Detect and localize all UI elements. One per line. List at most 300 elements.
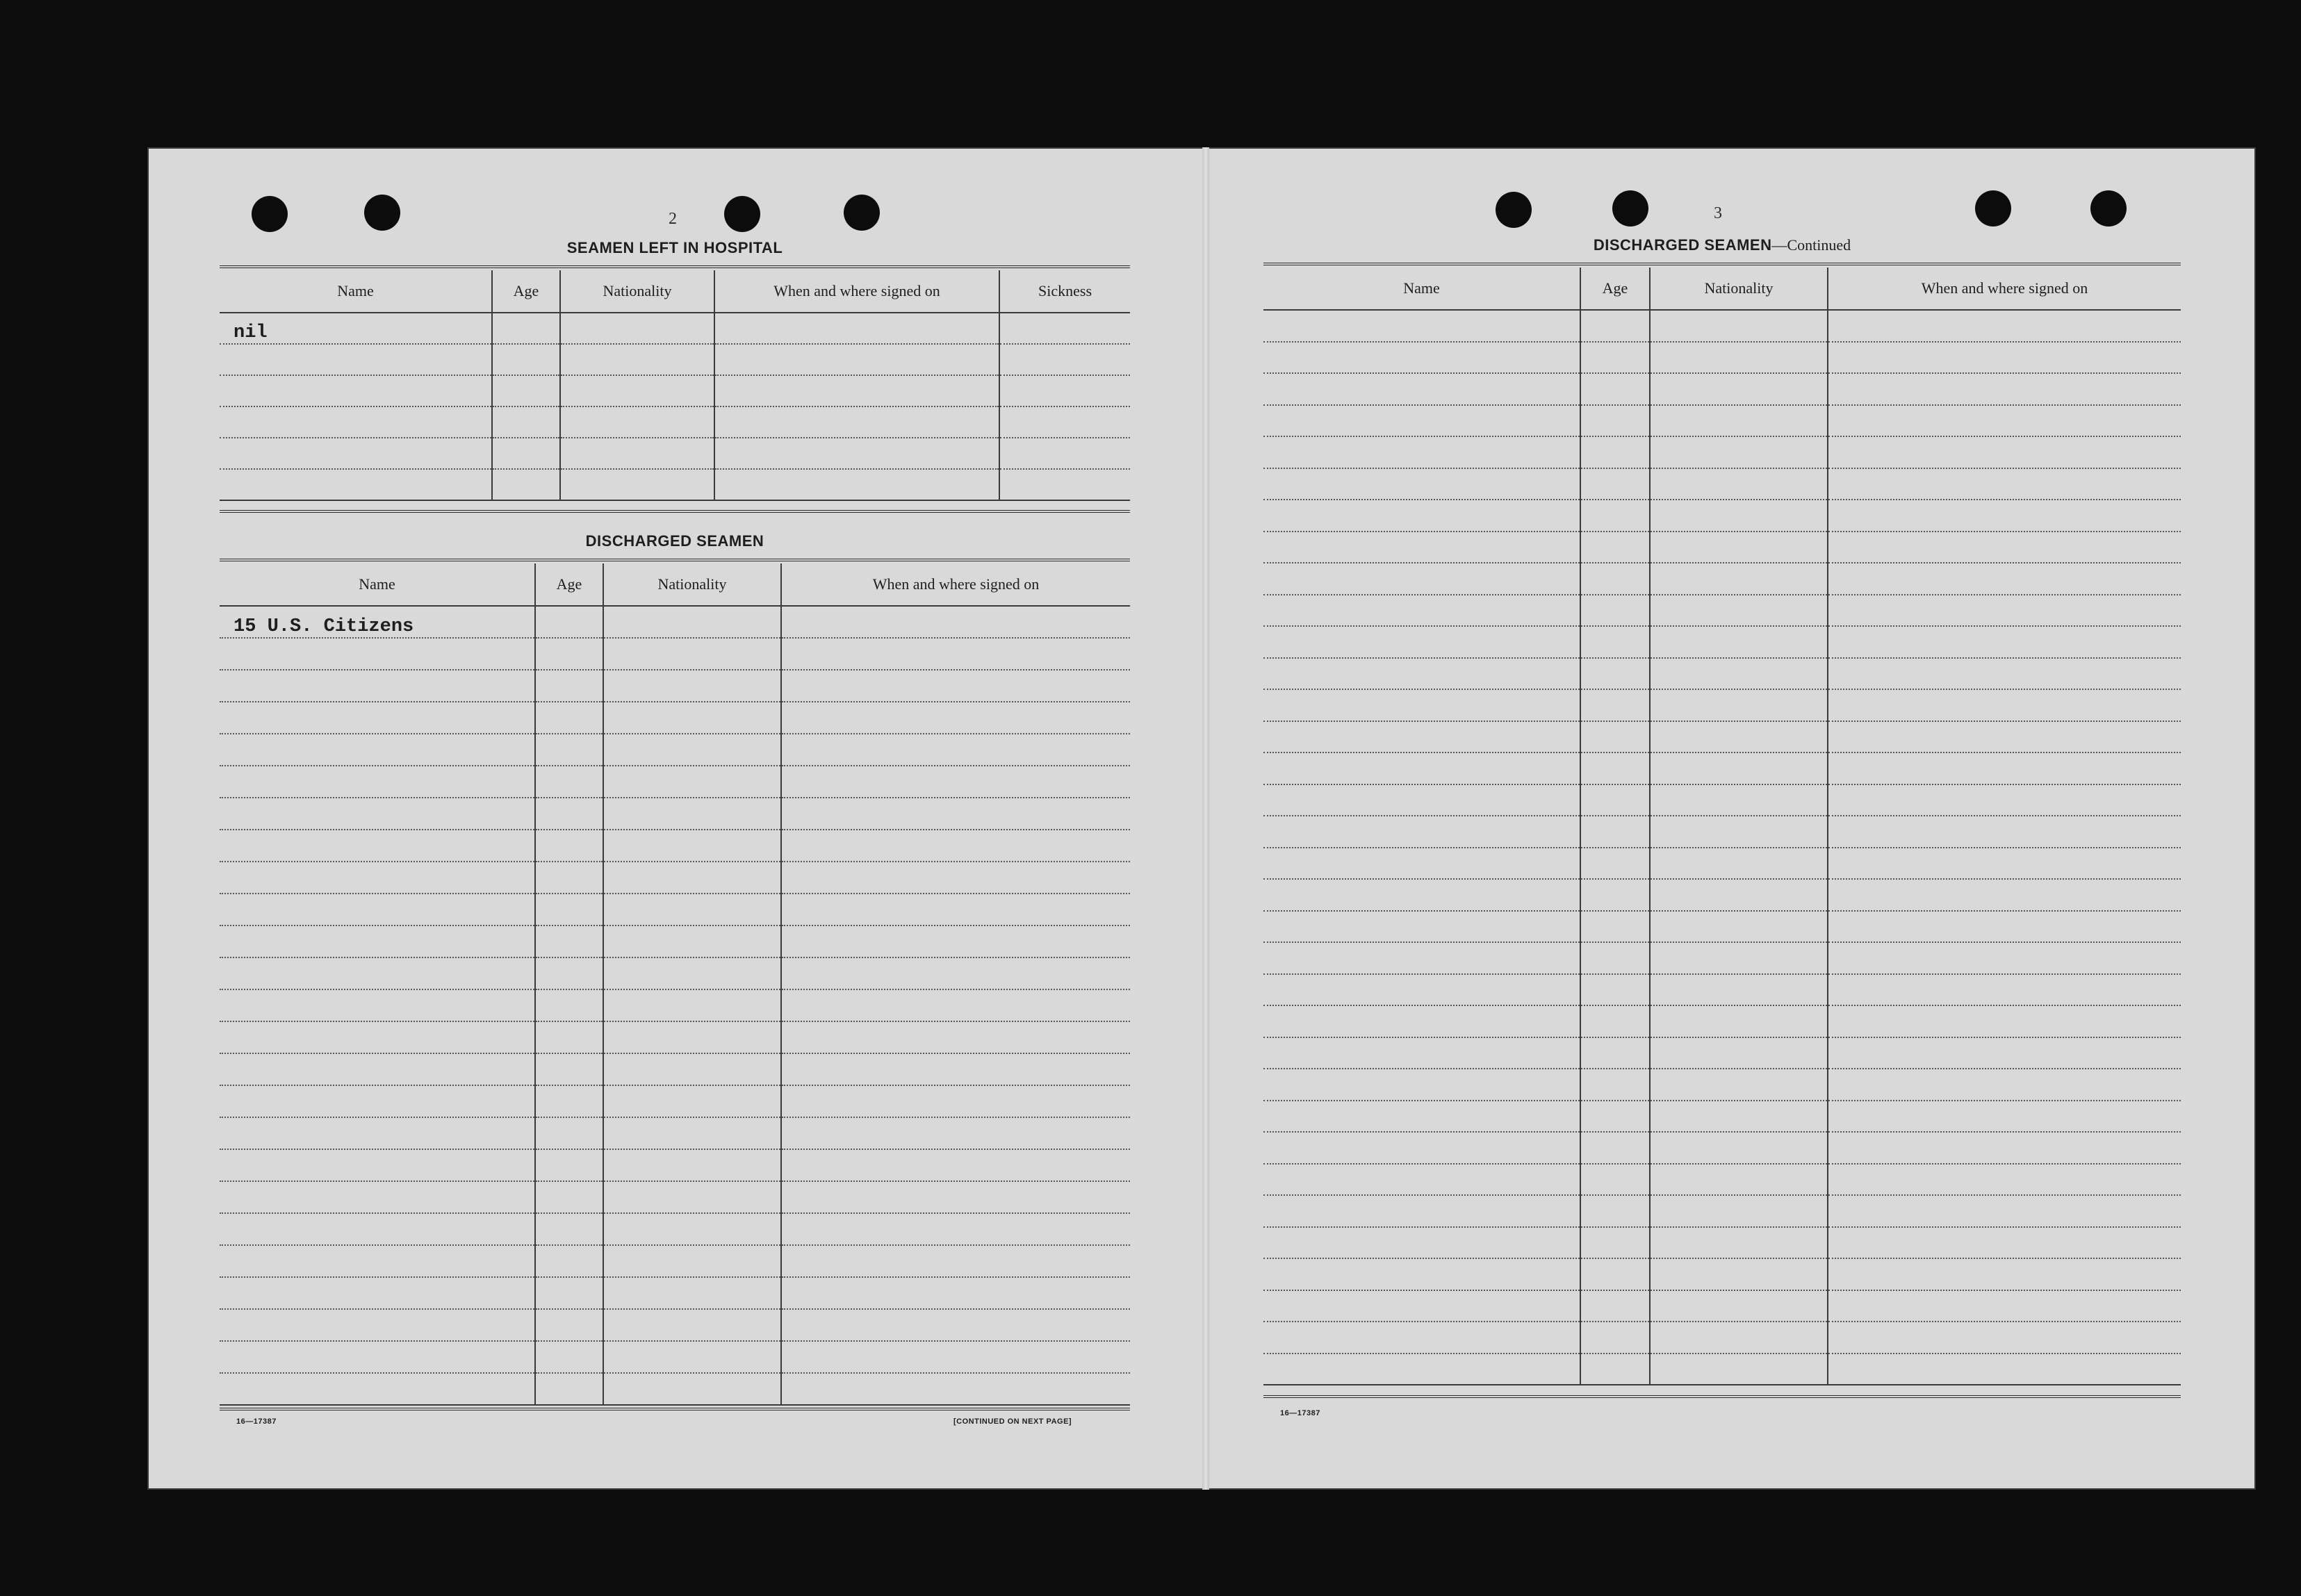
table-cell: [781, 1277, 1130, 1309]
table-row: [220, 638, 1130, 670]
punch-hole: [1612, 190, 1648, 227]
table-cell: [1828, 595, 2181, 627]
table-cell: [1828, 405, 2181, 437]
table-cell: [220, 1085, 535, 1117]
continued-table: [1263, 268, 2181, 1385]
table-cell: [220, 344, 492, 375]
table-row: [1263, 405, 2181, 437]
table-row: [220, 1373, 1130, 1405]
table-cell: [535, 1373, 603, 1405]
table-row: [1263, 942, 2181, 974]
table-cell: [1650, 816, 1828, 848]
discharged-bottom-rule: [220, 1408, 1130, 1410]
table-cell: [781, 1053, 1130, 1085]
table-cell: [1263, 1037, 1580, 1069]
table-cell: [603, 1117, 781, 1149]
table-cell: [220, 862, 535, 894]
table-cell: [603, 702, 781, 734]
table-cell: [1650, 500, 1828, 532]
table-row: [220, 1309, 1130, 1341]
table-row: [220, 830, 1130, 862]
right-page-number: 3: [1714, 204, 1722, 222]
table-cell: [781, 1085, 1130, 1117]
table-cell: [535, 830, 603, 862]
table-cell: [1263, 468, 1580, 500]
table-cell: [1828, 500, 2181, 532]
table-cell: [560, 313, 714, 344]
table-row: [220, 925, 1130, 957]
table-cell: [535, 925, 603, 957]
table-cell: [1580, 1069, 1650, 1101]
table-row: [220, 606, 1130, 638]
column-header: Name: [1263, 268, 1580, 310]
table-cell: [220, 638, 535, 670]
table-cell: [1828, 658, 2181, 690]
table-cell: [220, 734, 535, 766]
table-cell: [603, 1053, 781, 1085]
table-cell: [1580, 405, 1650, 437]
table-cell: [535, 862, 603, 894]
table-cell: [1580, 658, 1650, 690]
table-row: [1263, 500, 2181, 532]
table-cell: [1650, 436, 1828, 468]
table-cell: [1580, 626, 1650, 658]
discharged-body: [220, 606, 1130, 1405]
table-cell: [1828, 689, 2181, 721]
hospital-bottom-rule: [220, 510, 1130, 513]
table-cell: [220, 894, 535, 925]
table-cell: [1263, 405, 1580, 437]
continued-title: [1263, 236, 2181, 254]
table-cell: [560, 406, 714, 438]
column-header: Nationality: [1650, 268, 1828, 310]
table-cell: [1263, 1354, 1580, 1385]
table-cell: [999, 313, 1130, 344]
table-cell: [1650, 1164, 1828, 1196]
table-cell: [1828, 1101, 2181, 1133]
table-cell: [714, 438, 999, 469]
table-cell: [781, 606, 1130, 638]
table-cell: [781, 925, 1130, 957]
table-row: [1263, 1227, 2181, 1259]
table-cell: [1828, 1227, 2181, 1259]
table-row: [1263, 1290, 2181, 1322]
table-cell: [560, 438, 714, 469]
table-cell: [1580, 911, 1650, 943]
table-cell: [1580, 563, 1650, 595]
table-cell: [220, 1053, 535, 1085]
table-cell: [1828, 436, 2181, 468]
table-cell: [781, 1309, 1130, 1341]
table-cell: [220, 1277, 535, 1309]
table-row: [220, 1277, 1130, 1309]
column-header: When and where signed on: [1828, 268, 2181, 310]
table-cell: [1650, 1037, 1828, 1069]
table-cell: [1650, 1005, 1828, 1037]
table-cell: [1580, 942, 1650, 974]
table-cell: [603, 1021, 781, 1053]
table-cell: [1650, 689, 1828, 721]
table-cell: [999, 406, 1130, 438]
table-cell: [1580, 373, 1650, 405]
table-row: [220, 702, 1130, 734]
table-cell: [781, 894, 1130, 925]
table-cell: [1828, 1258, 2181, 1290]
table-cell: [781, 1245, 1130, 1277]
table-cell: [1263, 816, 1580, 848]
table-cell: [1580, 1354, 1650, 1385]
table-cell: [220, 957, 535, 989]
table-cell: [1650, 342, 1828, 374]
table-cell: [1650, 626, 1828, 658]
table-row: [1263, 752, 2181, 784]
table-row: [1263, 1322, 2181, 1354]
table-cell: [220, 1245, 535, 1277]
table-cell: [1263, 1258, 1580, 1290]
table-cell: [603, 1181, 781, 1213]
table-cell: [603, 1277, 781, 1309]
table-cell: [220, 1149, 535, 1181]
table-row: [1263, 848, 2181, 880]
hospital-top-rule: [220, 265, 1130, 268]
table-cell: 15 U.S. Citizens: [220, 606, 535, 638]
table-cell: [1650, 405, 1828, 437]
table-cell: [535, 766, 603, 798]
table-cell: [1580, 879, 1650, 911]
table-cell: [560, 375, 714, 406]
table-cell: [1650, 1195, 1828, 1227]
table-cell: [1580, 721, 1650, 753]
table-row: [220, 469, 1130, 500]
table-cell: [1263, 752, 1580, 784]
table-row: [1263, 658, 2181, 690]
table-cell: [1650, 1322, 1828, 1354]
table-cell: [220, 989, 535, 1021]
table-cell: [1828, 532, 2181, 563]
table-row: [1263, 532, 2181, 563]
table-cell: [1263, 848, 1580, 880]
table-row: [220, 1213, 1130, 1245]
table-cell: [1650, 911, 1828, 943]
table-row: [1263, 1354, 2181, 1385]
table-cell: [1828, 626, 2181, 658]
table-cell: [535, 638, 603, 670]
column-header: Age: [535, 563, 603, 606]
table-cell: [1828, 373, 2181, 405]
table-cell: [1263, 310, 1580, 342]
table-cell: [1263, 595, 1580, 627]
table-cell: [1580, 1164, 1650, 1196]
table-cell: [1828, 721, 2181, 753]
table-row: [1263, 1195, 2181, 1227]
table-cell: [1650, 468, 1828, 500]
table-cell: [603, 1149, 781, 1181]
table-cell: [1650, 1227, 1828, 1259]
manifest-sheet: [147, 147, 2256, 1490]
table-cell: [1580, 1322, 1650, 1354]
table-cell: [220, 1373, 535, 1405]
table-cell: [999, 375, 1130, 406]
table-row: [220, 1117, 1130, 1149]
table-cell: [492, 406, 560, 438]
table-row: [220, 344, 1130, 375]
table-cell: [781, 638, 1130, 670]
punch-hole: [844, 195, 880, 231]
left-form-number: 16—17387: [236, 1417, 277, 1426]
table-row: [1263, 1258, 2181, 1290]
table-cell: [1828, 879, 2181, 911]
table-row: [1263, 879, 2181, 911]
table-cell: [1580, 1290, 1650, 1322]
table-cell: [535, 702, 603, 734]
table-row: [1263, 1101, 2181, 1133]
table-cell: [1828, 1005, 2181, 1037]
table-cell: [1828, 1164, 2181, 1196]
table-cell: [1580, 848, 1650, 880]
table-cell: [603, 830, 781, 862]
continued-top-rule: [1263, 263, 2181, 265]
discharged-top-rule: [220, 559, 1130, 561]
column-header: Sickness: [999, 270, 1130, 313]
discharged-table: [220, 563, 1130, 1406]
table-cell: [220, 406, 492, 438]
table-cell: [1650, 721, 1828, 753]
table-cell: [603, 862, 781, 894]
table-cell: [1828, 468, 2181, 500]
table-cell: [1263, 532, 1580, 563]
table-cell: [535, 1053, 603, 1085]
table-row: [1263, 342, 2181, 374]
column-header: Age: [492, 270, 560, 313]
table-cell: [1828, 911, 2181, 943]
table-cell: [1650, 1132, 1828, 1164]
table-cell: [1650, 942, 1828, 974]
table-cell: [1828, 848, 2181, 880]
column-header: Nationality: [560, 270, 714, 313]
table-cell: [603, 894, 781, 925]
table-cell: [535, 798, 603, 830]
table-row: [220, 989, 1130, 1021]
table-cell: [1580, 1101, 1650, 1133]
table-cell: [1263, 436, 1580, 468]
table-cell: [492, 344, 560, 375]
table-cell: [603, 766, 781, 798]
table-cell: [560, 469, 714, 500]
table-cell: [1650, 879, 1828, 911]
table-cell: [535, 989, 603, 1021]
table-cell: [1580, 1037, 1650, 1069]
table-cell: [781, 1149, 1130, 1181]
table-cell: [1263, 342, 1580, 374]
table-cell: [1828, 1354, 2181, 1385]
table-cell: [603, 734, 781, 766]
table-cell: [1580, 532, 1650, 563]
table-cell: [603, 1085, 781, 1117]
table-cell: [714, 469, 999, 500]
table-cell: [1580, 1132, 1650, 1164]
table-cell: [492, 438, 560, 469]
punch-hole: [724, 196, 760, 232]
table-cell: [535, 606, 603, 638]
table-cell: [1263, 373, 1580, 405]
discharged-header-row: [220, 563, 1130, 606]
table-cell: [1263, 784, 1580, 816]
table-cell: [603, 1309, 781, 1341]
table-cell: [1263, 974, 1580, 1006]
hospital-body: [220, 313, 1130, 500]
table-cell: [535, 1213, 603, 1245]
table-cell: [1828, 1069, 2181, 1101]
table-cell: [1828, 310, 2181, 342]
table-cell: [781, 830, 1130, 862]
table-row: [1263, 1164, 2181, 1196]
hospital-table: [220, 270, 1130, 501]
table-cell: [781, 862, 1130, 894]
table-cell: [1263, 1290, 1580, 1322]
table-cell: [1263, 879, 1580, 911]
table-row: [1263, 1132, 2181, 1164]
table-row: [220, 1245, 1130, 1277]
punch-hole: [2090, 190, 2127, 227]
table-row: [220, 406, 1130, 438]
table-cell: [1580, 1258, 1650, 1290]
continued-header-row: [1263, 268, 2181, 310]
table-cell: [560, 344, 714, 375]
table-cell: [1263, 1227, 1580, 1259]
punch-hole: [252, 196, 288, 232]
table-cell: [1828, 1322, 2181, 1354]
table-cell: [1263, 563, 1580, 595]
table-cell: [603, 1213, 781, 1245]
table-row: [1263, 911, 2181, 943]
column-header: Nationality: [603, 563, 781, 606]
table-cell: [603, 638, 781, 670]
table-cell: [535, 1021, 603, 1053]
table-cell: [220, 798, 535, 830]
table-cell: [999, 344, 1130, 375]
table-cell: [220, 702, 535, 734]
table-cell: [492, 469, 560, 500]
table-cell: [781, 670, 1130, 702]
table-cell: [781, 1021, 1130, 1053]
table-row: [220, 375, 1130, 406]
table-cell: [1263, 500, 1580, 532]
table-cell: [999, 469, 1130, 500]
table-cell: [492, 375, 560, 406]
table-cell: [1263, 721, 1580, 753]
table-row: [220, 313, 1130, 344]
table-cell: [1580, 468, 1650, 500]
table-cell: [1650, 752, 1828, 784]
table-cell: [535, 1085, 603, 1117]
right-form-number: 16—17387: [1280, 1409, 1320, 1417]
table-row: [1263, 626, 2181, 658]
table-cell: [781, 798, 1130, 830]
page-fold: [1202, 147, 1209, 1490]
table-cell: [1580, 689, 1650, 721]
punch-hole: [364, 195, 400, 231]
table-cell: [1580, 500, 1650, 532]
table-cell: [714, 375, 999, 406]
column-header: Name: [220, 563, 535, 606]
table-cell: [1828, 1037, 2181, 1069]
table-cell: [1263, 1132, 1580, 1164]
table-cell: [1650, 974, 1828, 1006]
table-row: [1263, 563, 2181, 595]
table-cell: [1650, 532, 1828, 563]
table-cell: [603, 1373, 781, 1405]
table-cell: [1828, 816, 2181, 848]
table-cell: [1580, 1227, 1650, 1259]
table-cell: [220, 1309, 535, 1341]
table-cell: [1580, 342, 1650, 374]
table-row: [220, 734, 1130, 766]
table-cell: [1580, 1005, 1650, 1037]
table-cell: [781, 766, 1130, 798]
table-cell: [781, 1373, 1130, 1405]
left-page-number: 2: [669, 210, 677, 228]
table-cell: [220, 830, 535, 862]
table-cell: [1828, 1290, 2181, 1322]
table-cell: [1650, 1101, 1828, 1133]
table-cell: [603, 989, 781, 1021]
table-row: [1263, 721, 2181, 753]
continued-bottom-rule: [1263, 1395, 2181, 1398]
table-row: [1263, 310, 2181, 342]
table-cell: [535, 1245, 603, 1277]
table-cell: [220, 670, 535, 702]
table-cell: [781, 734, 1130, 766]
table-cell: [1650, 310, 1828, 342]
table-cell: [714, 406, 999, 438]
table-cell: [1828, 752, 2181, 784]
table-row: [220, 957, 1130, 989]
table-cell: [220, 1341, 535, 1373]
table-cell: [1580, 974, 1650, 1006]
table-cell: [535, 1341, 603, 1373]
table-cell: [781, 989, 1130, 1021]
table-row: [220, 670, 1130, 702]
table-row: [1263, 689, 2181, 721]
table-cell: [603, 1341, 781, 1373]
punch-hole: [1975, 190, 2011, 227]
table-cell: [1828, 974, 2181, 1006]
continued-title-suffix: —Continued: [1771, 236, 1851, 254]
table-cell: [1580, 784, 1650, 816]
table-cell: [1828, 1195, 2181, 1227]
table-row: [1263, 595, 2181, 627]
table-row: [1263, 436, 2181, 468]
table-cell: [1580, 595, 1650, 627]
table-row: [220, 798, 1130, 830]
table-row: [220, 1149, 1130, 1181]
column-header: Age: [1580, 268, 1650, 310]
table-row: [220, 894, 1130, 925]
continued-title-main: DISCHARGED SEAMEN: [1593, 236, 1772, 254]
table-cell: [999, 438, 1130, 469]
table-cell: [1650, 1069, 1828, 1101]
table-row: [220, 438, 1130, 469]
table-cell: [535, 734, 603, 766]
table-cell: [1263, 1195, 1580, 1227]
table-cell: [603, 957, 781, 989]
table-cell: [1650, 563, 1828, 595]
table-cell: [781, 1181, 1130, 1213]
table-cell: [1580, 816, 1650, 848]
table-cell: [535, 957, 603, 989]
table-cell: [535, 894, 603, 925]
table-cell: [535, 1149, 603, 1181]
